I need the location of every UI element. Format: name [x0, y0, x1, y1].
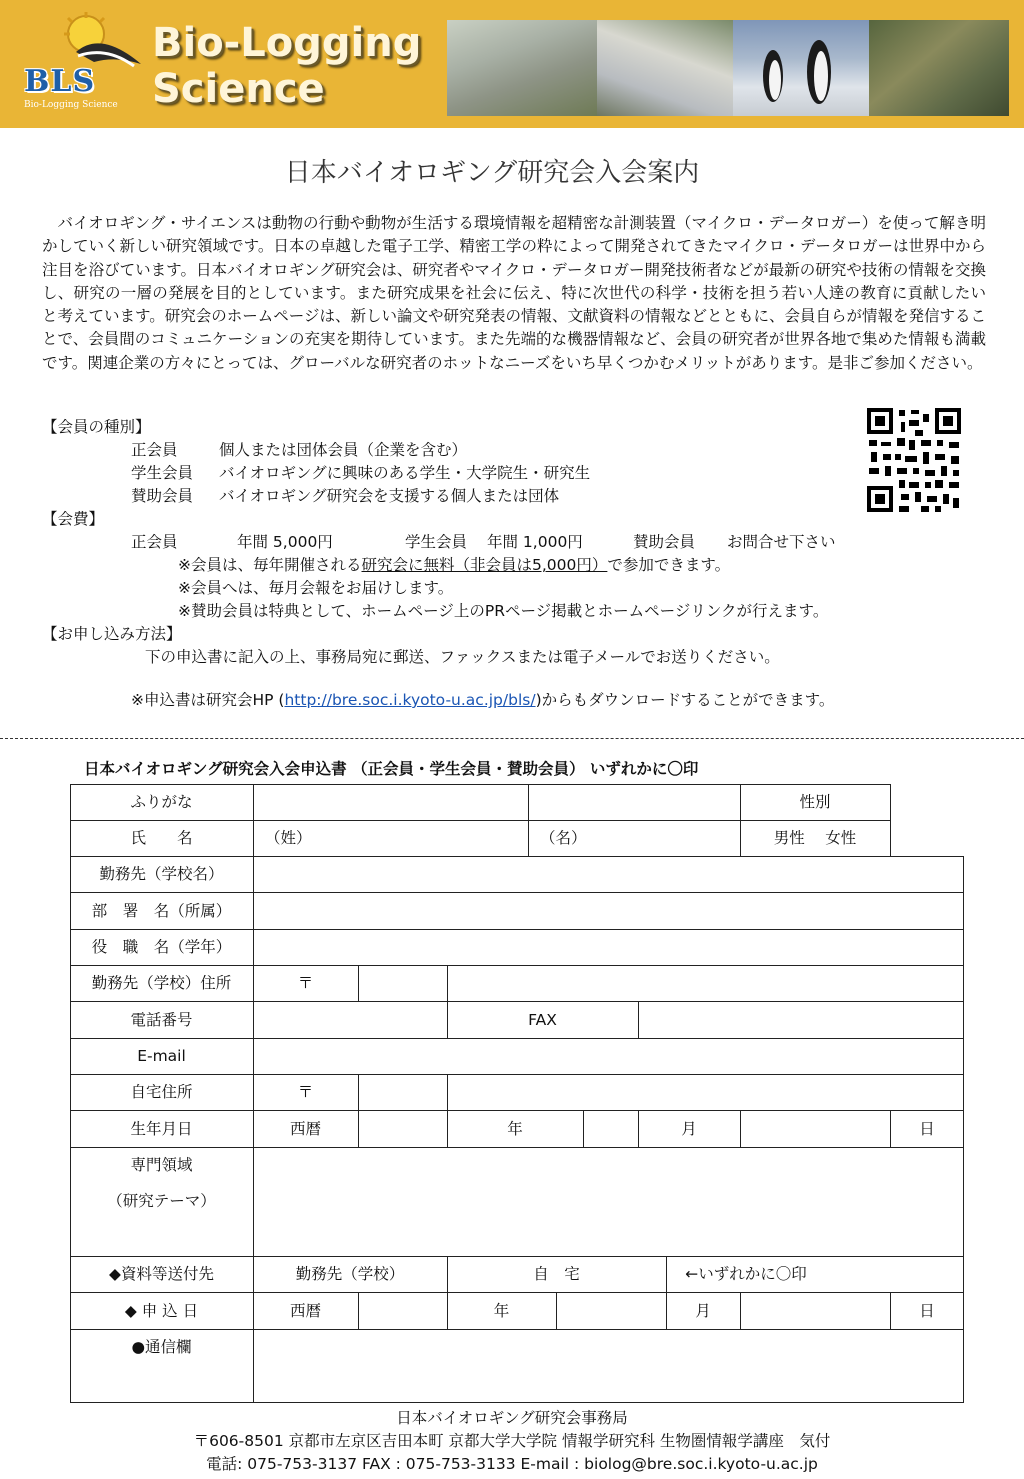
mail-note: ←いずれかに〇印: [685, 1265, 807, 1283]
field-label-1: 専門領域: [130, 1156, 193, 1174]
row-line: [70, 1292, 964, 1293]
form-top-border: [70, 784, 891, 785]
member-type-desc: 個人または団体会員（企業を含む）: [219, 441, 468, 459]
download-pre: ※申込書は研究会HP (: [131, 691, 285, 709]
apply-day-label: 日: [919, 1302, 935, 1320]
col-line: [358, 1110, 359, 1147]
logo-title: [152, 20, 421, 112]
cut-line: [0, 738, 1024, 739]
birthdate-label: 生年月日: [130, 1120, 193, 1138]
birth-year-label: 年: [507, 1120, 523, 1138]
application-heading: 【お申し込み方法】: [42, 625, 182, 643]
row-line: [70, 1001, 964, 1002]
footer-contact: 電話: 075-753-3137 FAX : 075-753-3133 E-mail : biolog@bre.soc.i.kyoto-u.ac.jp: [206, 1455, 818, 1473]
penguins-icon: [733, 20, 869, 116]
footer-office: 日本バイオロギング研究会事務局: [396, 1409, 628, 1427]
member-type-desc: バイオロギングに興味のある学生・大学院生・研究生: [219, 464, 591, 482]
comments-label: ●通信欄: [131, 1338, 192, 1356]
member-type-supporting: [131, 485, 559, 508]
birth-day-label: 日: [919, 1120, 935, 1138]
fee-support-label: 賛助会員: [633, 533, 696, 551]
mail-home-option[interactable]: 自 宅: [533, 1265, 580, 1283]
home-address-label: 自宅住所: [130, 1083, 193, 1101]
apply-date-label: ◆ 申 込 日: [124, 1302, 199, 1320]
row-line: [70, 892, 964, 893]
given-name-field[interactable]: （名）: [540, 829, 587, 847]
apply-year-label: 年: [493, 1302, 510, 1320]
col-line: [358, 1074, 359, 1110]
qr-code-icon[interactable]: [865, 406, 963, 514]
email-label: E-mail: [137, 1047, 186, 1065]
fees-heading: 【会費】: [42, 510, 105, 528]
member-type-student: [131, 462, 590, 485]
col-line: [447, 965, 448, 1001]
penguins-photo: [733, 20, 869, 116]
bls-logo: [10, 8, 430, 120]
apply-month-label: 月: [695, 1302, 711, 1320]
col-line: [740, 1292, 741, 1329]
member-type-name: 賛助会員: [131, 487, 194, 505]
row-line: [70, 820, 891, 821]
col-line: [638, 1001, 639, 1038]
mail-work-option[interactable]: 勤務先（学校）: [295, 1265, 405, 1283]
mail-to-label: ◆資料等送付先: [109, 1265, 214, 1283]
bls-subtitle: Bio-Logging Science: [24, 100, 118, 110]
row-line: [70, 1038, 964, 1039]
fee-note-1-post: で参加できます。: [607, 556, 731, 574]
bls-letters: BLS: [24, 64, 96, 99]
member-type-regular: [131, 439, 467, 462]
logo-title-line1: Bio-Logging: [152, 20, 422, 66]
work-address-label: 勤務先（学校）住所: [91, 974, 232, 992]
fee-note-1-underlined: 研究会に無料（非会員は5,000円）: [361, 556, 608, 574]
page-title: 日本バイオロギング研究会入会案内: [284, 158, 700, 188]
fee-support-value: お問合せ下さい: [727, 533, 836, 551]
fee-student-label: 学生会員: [405, 533, 468, 551]
intro-paragraph: バイオロギング・サイエンスは動物の行動や動物が生活する環境情報を超精密な計測装置（マイクロ・データロガー）を使って解き明かしていく新しい研究領域です。日本の卓越した電子工学、精密工学の粋によって開発されてきたマイクロ・データロガーは世界中から注目を浴びています。日本バイオロギング研究会は、研究者やマイクロ・データロガー開発技術者などが最新の研究や技術の情報を交換し、研究の一層の発展を目的としています。また研究成果を社会に伝え、特に次世代の科学・技術を担う若い人達の教育に貢献したいと考えています。研究会のホームページは、新しい論文や研究発表の情報、文献資料の情報などとともに、会員自らが情報を発信することで、会員間のコミュニケーションの充実を期待しています。また先端的な機器情報など、会員の研究者が世界各地で集めた情報も満載です。関連企業の方々にとっては、グローバルな研究者のホットなニーズをいち早くつかむメリットがあります。是非ご参加ください。: [42, 214, 986, 372]
download-post: )からもダウンロードすることができます。: [535, 691, 835, 709]
fee-note-2: ※会員へは、毎月会報をお届けします。: [178, 579, 454, 597]
fee-regular-value: 年間 5,000円: [237, 533, 333, 551]
fee-note-3: ※賛助会員は特典として、ホームページ上のPRページ掲載とホームページリンクが行えます。: [178, 602, 829, 620]
seals-photo: [447, 20, 597, 116]
row-line: [70, 1147, 964, 1148]
col-line: [528, 784, 529, 856]
form-title: 日本バイオロギング研究会入会申込書 （正会員・学生会員・賛助会員） いずれかに〇印: [84, 760, 699, 778]
row-line: [70, 856, 964, 857]
birth-month-label: 月: [681, 1120, 697, 1138]
gender-options[interactable]: 男性 女性: [773, 829, 857, 847]
fee-note-1-pre: ※会員は、毎年開催される: [178, 556, 362, 574]
member-type-desc: バイオロギング研究会を支援する個人または団体: [219, 487, 560, 505]
logo-title-line2: Science: [152, 66, 325, 112]
surname-field[interactable]: （姓）: [265, 829, 312, 847]
col-line: [556, 1292, 557, 1329]
name-label: 氏 名: [130, 829, 193, 847]
turtle-photo: [869, 20, 1009, 116]
row-line: [70, 1110, 964, 1111]
row-line: [70, 1329, 964, 1330]
row-line: [70, 1256, 964, 1257]
member-type-name: 学生会員: [131, 464, 194, 482]
download-note: [131, 689, 834, 712]
col-line: [583, 1110, 584, 1147]
apply-era: 西暦: [289, 1302, 321, 1320]
bird-photo: [597, 20, 733, 116]
fee-student-value: 年間 1,000円: [487, 533, 583, 551]
col-line: [358, 1292, 359, 1329]
field-label-2: （研究テーマ）: [107, 1192, 216, 1210]
fees-row: [131, 531, 836, 554]
gender-label: 性別: [799, 793, 831, 811]
member-type-name: 正会員: [131, 441, 178, 459]
application-text: 下の申込書に記入の上、事務局宛に郵送、ファックスまたは電子メールでお送りください。: [145, 648, 780, 666]
home-postal-mark: 〒: [297, 1083, 314, 1101]
fee-note-1: [178, 554, 730, 577]
position-label: 役 職 名（学年）: [91, 938, 232, 956]
fax-label: FAX: [528, 1011, 557, 1029]
col-line: [447, 1074, 448, 1110]
col-line: [358, 965, 359, 1001]
row-line: [70, 965, 964, 966]
row-line: [70, 1074, 964, 1075]
membership-heading: 【会員の種別】: [42, 418, 151, 436]
row-line: [70, 929, 964, 930]
birth-era: 西暦: [289, 1120, 321, 1138]
form-notch: [891, 784, 965, 856]
department-label: 部 署 名（所属）: [91, 902, 232, 920]
phone-label: 電話番号: [130, 1011, 193, 1029]
header-banner: [0, 0, 1024, 128]
fee-regular-label: 正会員: [131, 533, 178, 551]
download-link[interactable]: http://bre.soc.i.kyoto-u.ac.jp/bls/: [284, 691, 536, 709]
footer-address: 〒606-8501 京都市左京区吉田本町 京都大学大学院 情報学研究科 生物圏情報学講座 気付: [193, 1432, 831, 1450]
col-line: [740, 1110, 741, 1147]
workplace-label: 勤務先（学校名）: [99, 865, 224, 883]
header-photos: [447, 20, 1009, 116]
work-postal-mark: 〒: [297, 974, 314, 992]
furigana-label: ふりがな: [130, 793, 193, 811]
